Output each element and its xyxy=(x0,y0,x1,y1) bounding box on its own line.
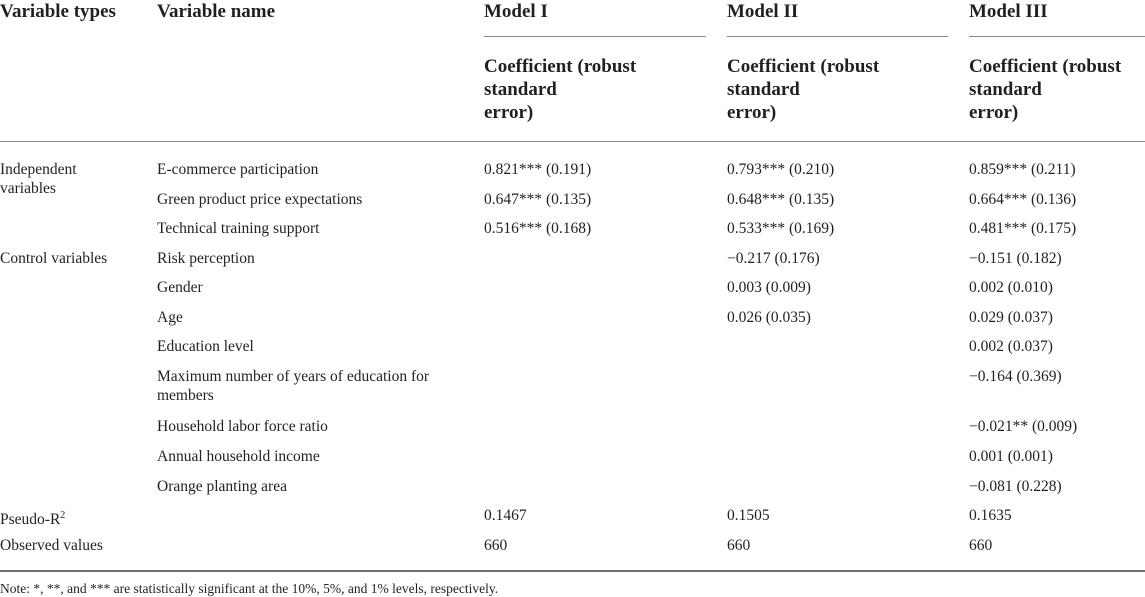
model-2-underline xyxy=(727,36,948,37)
model-3-underline xyxy=(969,36,1145,37)
model-3-value: 0.664*** (0.136) xyxy=(969,191,1077,208)
coef-header-line: error) xyxy=(484,102,534,123)
coef-header-line: Coefficient (robust xyxy=(727,56,880,77)
model-3-value: −0.164 (0.369) xyxy=(969,368,1062,385)
variable-name-line: Maximum number of years of education for xyxy=(157,368,430,385)
model-3-value: 0.002 (0.037) xyxy=(969,338,1053,355)
model-3-value: 0.859*** (0.211) xyxy=(969,161,1076,178)
coef-header-line: standard xyxy=(969,79,1042,100)
variable-name: E-commerce participation xyxy=(157,161,319,178)
model-3-value: 0.029 (0.037) xyxy=(969,309,1053,326)
header-model-1: Model I xyxy=(484,1,548,22)
coef-header-line: standard xyxy=(484,79,557,100)
coef-header-line: Coefficient (robust xyxy=(969,56,1122,77)
coef-header-2 xyxy=(727,55,879,124)
variable-type-control: Control variables xyxy=(0,250,108,267)
model-2-value: 0.793*** (0.210) xyxy=(727,161,835,178)
variable-name: Technical training support xyxy=(157,220,320,237)
variable-type-independent xyxy=(0,160,77,198)
coef-header-3 xyxy=(969,55,1121,124)
model-2-value: 660 xyxy=(727,537,751,554)
variable-name: Education level xyxy=(157,338,254,355)
model-2-value: 0.003 (0.009) xyxy=(727,279,811,296)
coef-header-line: error) xyxy=(727,102,777,123)
model-3-value: −0.021** (0.009) xyxy=(969,418,1078,435)
header-model-2: Model II xyxy=(727,1,799,22)
model-3-value: 0.001 (0.001) xyxy=(969,448,1053,465)
table-bottom-rule xyxy=(0,570,1145,572)
variable-name: Household labor force ratio xyxy=(157,418,328,435)
coef-header-1 xyxy=(484,55,636,124)
variable-name: Risk perception xyxy=(157,250,255,267)
variable-name-multiline xyxy=(157,367,429,405)
model-3-value: 660 xyxy=(969,537,993,554)
model-2-value: −0.217 (0.176) xyxy=(727,250,820,267)
variable-name: Age xyxy=(157,309,183,326)
header-variable-name: Variable name xyxy=(157,1,276,22)
header-variable-types: Variable types xyxy=(0,1,116,22)
variable-name-line: members xyxy=(157,387,214,404)
pseudo-r2-label xyxy=(0,506,65,529)
coef-header-line: standard xyxy=(727,79,800,100)
model-1-underline xyxy=(484,36,706,37)
variable-type-line: variables xyxy=(0,180,56,197)
model-2-value: 0.1505 xyxy=(727,507,770,524)
model-1-value: 0.647*** (0.135) xyxy=(484,191,592,208)
variable-name: Green product price expectations xyxy=(157,191,363,208)
model-1-value: 660 xyxy=(484,537,508,554)
coef-header-line: Coefficient (robust xyxy=(484,56,637,77)
table-note: Note: *, **, and *** are statistically significant at the 10%, 5%, and 1% levels, respectively. xyxy=(0,581,499,596)
header-model-3: Model III xyxy=(969,1,1048,22)
observed-values-label: Observed values xyxy=(0,537,103,554)
variable-type-line: Independent xyxy=(0,161,77,178)
variable-name: Gender xyxy=(157,279,203,296)
model-3-value: 0.481*** (0.175) xyxy=(969,220,1077,237)
model-1-value: 0.516*** (0.168) xyxy=(484,220,592,237)
model-3-value: −0.081 (0.228) xyxy=(969,478,1062,495)
model-2-value: 0.026 (0.035) xyxy=(727,309,811,326)
pseudo-r2-superscript: 2 xyxy=(60,510,66,521)
model-1-value: 0.1467 xyxy=(484,507,527,524)
variable-name: Annual household income xyxy=(157,448,320,465)
model-2-value: 0.648*** (0.135) xyxy=(727,191,835,208)
model-2-value: 0.533*** (0.169) xyxy=(727,220,835,237)
model-1-value: 0.821*** (0.191) xyxy=(484,161,592,178)
pseudo-r2-text: Pseudo-R xyxy=(0,511,61,529)
coef-header-line: error) xyxy=(969,102,1019,123)
variable-name: Orange planting area xyxy=(157,478,287,495)
model-3-value: −0.151 (0.182) xyxy=(969,250,1062,267)
model-3-value: 0.1635 xyxy=(969,507,1012,524)
header-bottom-rule xyxy=(0,141,1145,142)
model-3-value: 0.002 (0.010) xyxy=(969,279,1053,296)
